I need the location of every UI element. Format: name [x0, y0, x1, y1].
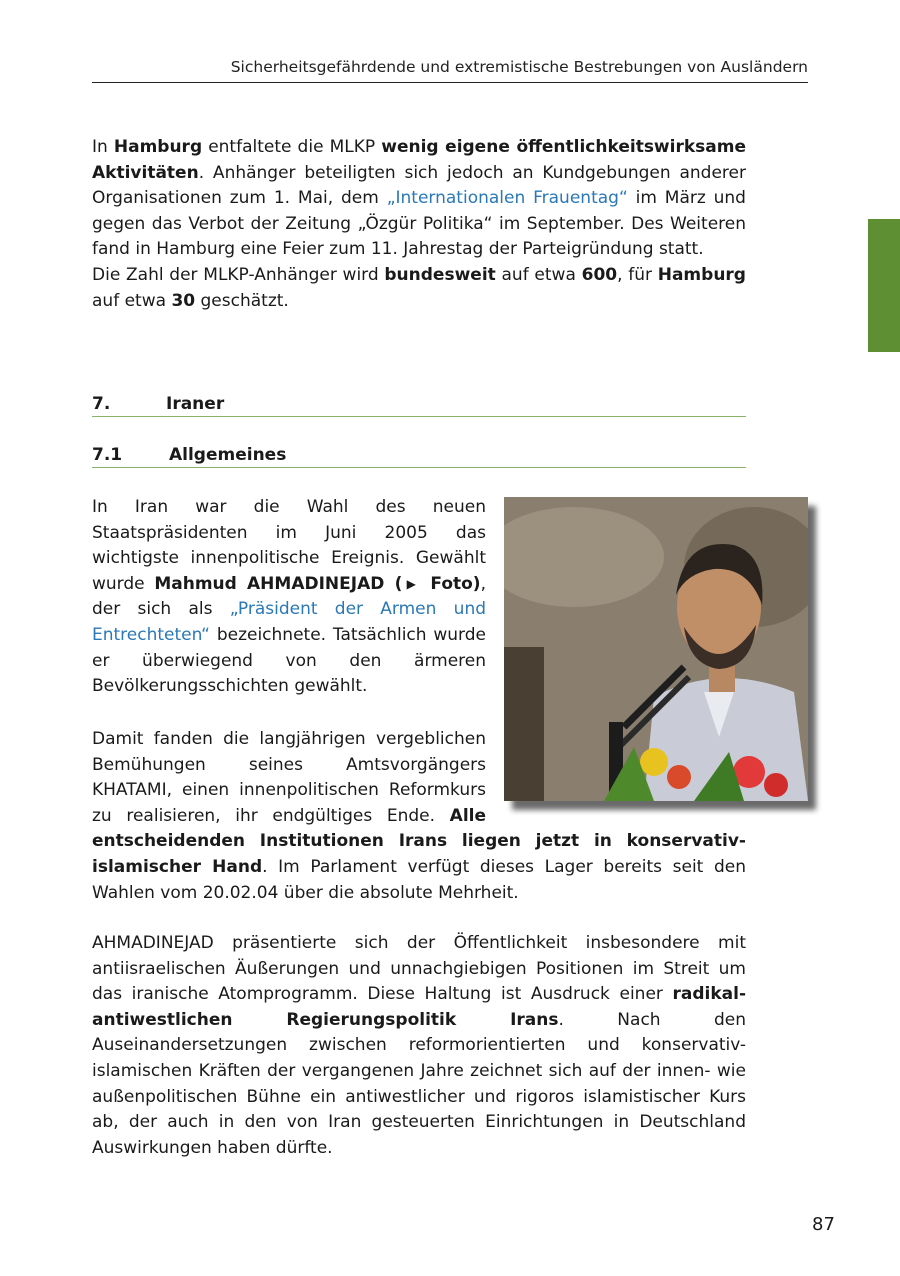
subsection-number: 7.1: [92, 445, 123, 465]
policy-paragraph: AHMADINEJAD präsentierte sich der Öffentlichkeit insbesondere mit antiisraelischen Äußerungen und unnachgiebigen Positionen im Streit um das iranische Atomprogramm. Diese Haltung ist Ausdruck einer radikal-antiwestlichen Regierungspolitik Irans. Nach den Auseinandersetzungen zwischen reformorientierten und konservativ-islamischen Kräften der vergangenen Jahre zeichnet sich auf der innen- wie außenpolitischen Bühne ein antiwestlicher und rigoros islamistischer Kurs ab, der auch in den von Iran gesteuerten Einrichtungen in Deutschland Auswirkungen haben dürfte.: [92, 933, 746, 1158]
election-paragraph: In Iran war die Wahl des neuen Staatspräsidenten im Juni 2005 das wichtigste innenpolitische Ereignis. Gewählt wurde Mahmud AHMADINEJAD (▶ Foto), der sich als „Präsident der Armen und Entrechteten“ bezeichnete. Tatsächlich wurde er überwiegend von den ärmeren Bevölkerungsschichten gewählt.: [92, 497, 487, 697]
chapter-side-tab: [868, 219, 900, 352]
section-heading: [92, 394, 746, 417]
running-header: Sicherheitsgefährdende und extremistische Bestrebungen von Ausländern: [92, 58, 808, 83]
page-number: 87: [812, 1214, 835, 1235]
section-number: 7.: [92, 394, 111, 414]
section-title: Iraner: [166, 394, 225, 414]
president-quote-link[interactable]: „Präsident der Armen und Entrechteten“: [92, 599, 487, 645]
reform-paragraph: Damit fanden die langjährigen vergeblichen Bemühungen seines Amtsvorgängers KHATAMI, einen innenpolitischen Reformkurs zu realisieren, ihr endgültiges Ende. Alle entscheidenden Institutionen Irans liegen jetzt in konservativ-islamischer Hand. Im Parlament verfügt dieses Lager bereits seit den Wahlen vom 20.02.04 über die absolute Mehrheit.: [92, 729, 746, 903]
subsection-heading: [92, 445, 746, 468]
subsection-title: Allgemeines: [169, 445, 287, 465]
frauentag-link[interactable]: „Internationalen Frauentag“: [386, 188, 628, 209]
intro-paragraph: In Hamburg entfaltete die MLKP wenig eigene öffentlichkeitswirksame Aktivitäten. Anhänger beteiligten sich jedoch an Kundgebungen anderer Organisationen zum 1. Mai, dem „Internationalen Frauentag“ im März und gegen das Verbot der Zeitung „Özgür Politika“ im September. Des Weiteren fand in Hamburg eine Feier zum 11. Jahrestag der Parteigründung statt. Die Zahl der MLKP-Anhänger wird bundesweit auf etwa 600, für Hamburg auf etwa 30 geschätzt.: [92, 137, 746, 311]
arrow-right-icon: ▶: [402, 576, 421, 591]
